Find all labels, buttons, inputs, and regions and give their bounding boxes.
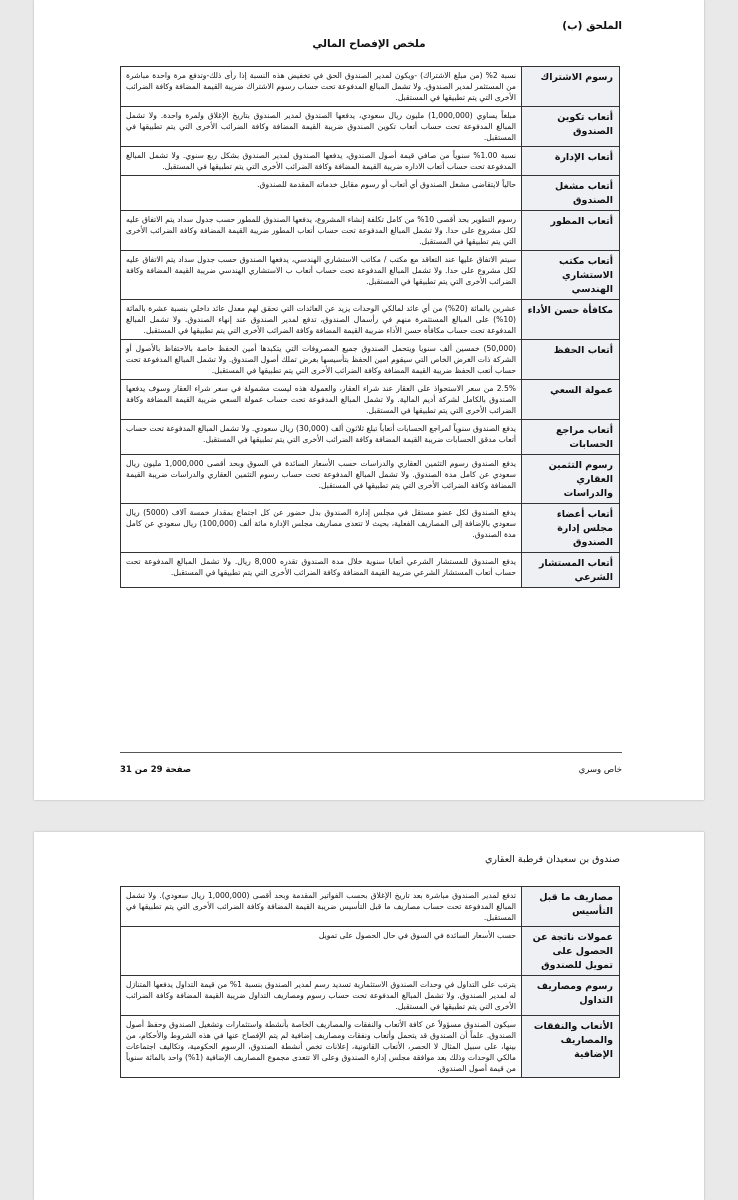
fee-label: أتعاب الإدارة xyxy=(522,147,620,176)
fee-label: أتعاب المطور xyxy=(522,211,620,251)
fee-row xyxy=(121,107,620,147)
fee-description: حسب الأسعار السائدة في السوق في حال الحصول على تمويل xyxy=(121,927,522,976)
fee-row xyxy=(121,380,620,420)
fee-description: حالياً لايتقاضى مشغل الصندوق أي أتعاب أو رسوم مقابل خدماته المقدمة للصندوق. xyxy=(121,176,522,211)
fee-label: أتعاب أعضاء مجلس إدارة الصندوق xyxy=(522,504,620,553)
fee-row xyxy=(121,67,620,107)
fee-label: الأتعاب والنفقات والمصاريف الإضافية xyxy=(522,1016,620,1078)
fee-row xyxy=(121,340,620,380)
fee-row xyxy=(121,420,620,455)
fee-row xyxy=(121,211,620,251)
appendix-title: الملحق (ب) xyxy=(562,20,622,32)
fee-row xyxy=(121,553,620,588)
fee-table-continued xyxy=(120,886,620,1078)
fee-label: عمولات ناتجة عن الحصول على تمويل للصندوق xyxy=(522,927,620,976)
fee-label: أتعاب مكتب الاستشاري الهندسي xyxy=(522,251,620,300)
fee-description: رسوم التطوير بحد أقصى 10% من كامل تكلفة إنشاء المشروع، يدفعها الصندوق للمطور حسب جدول سداد يتم الاتفاق عليه لكل مشروع على حدا. ولا تشمل المبالغ المدفوعة تحت حساب أتعاب المطور ضريبة القيمة المضافة وكافة الضرائب الأخرى التي يتم تطبيقها في المستقبل. xyxy=(121,211,522,251)
fee-description: عشرين بالمائة (20%) من أي عائد لمالكي الوحدات يزيد عن العائدات التي تحقق لهم معدل عائد داخلي بنسبة عشرة بالمائة (10%) على المبالغ المستثمرة منهم في رأسمال الصندوق، تدفع لمدير الصندوق عند إنهاء الصندوق. ولا تشمل المبالغ المدفوعة تحت حساب مكافأة حسن الأداء ضريبة القيمة المضافة وكافة الضرائب الأخرى التي يتم تطبيقها في المستقبل. xyxy=(121,300,522,340)
fee-description: 2.5% من سعر الاستحواذ على العقار عند شراء العقار، والعمولة هذه ليست مشمولة في سعر شراء العقار وسوف يدفعها الصندوق بالكامل لشركة أديم المالية. ولا تشمل المبالغ المدفوعة تحت حساب عمولة السعي ضريبة القيمة المضافة وكافة الضرائب الأخرى التي يتم تطبيقها في المستقبل. xyxy=(121,380,522,420)
fee-description: يدفع الصندوق للمستشار الشرعي أتعابا سنوية خلال مدة الصندوق تقدره 8,000 ريال. ولا تشمل المبالغ المدفوعة تحت حساب أتعاب المستشار الشرعي ضريبة القيمة المضافة وكافة الضرائب الأخرى التي يتم تطبيقها في المستقبل. xyxy=(121,553,522,588)
fee-label: مكافأة حسن الأداء xyxy=(522,300,620,340)
fee-label: رسوم التثمين العقاري والدراسات xyxy=(522,455,620,504)
fee-row xyxy=(121,300,620,340)
fee-description: نسبة 2% (من مبلغ الاشتراك) -ويكون لمدير الصندوق الحق في تخفيض هذه النسبة إذا رأى ذلك-وتدفع مرة واحدة مباشرة من المستثمر لمدير الصندوق. ولا تشمل المبالغ المدفوعة تحت حساب رسوم الاشتراك ضريبة القيمة المضافة وكافة الضرائب الأخرى التي يتم تطبيقها في المستقبل. xyxy=(121,67,522,107)
fee-label: رسوم الاشتراك xyxy=(522,67,620,107)
fee-label: أتعاب المستشار الشرعي xyxy=(522,553,620,588)
fee-label: عمولة السعي xyxy=(522,380,620,420)
document-page-1 xyxy=(34,0,704,800)
fee-table-body xyxy=(121,67,620,588)
fee-label: رسوم ومصاريف التداول xyxy=(522,976,620,1016)
fee-label: أتعاب مشغل الصندوق xyxy=(522,176,620,211)
footer-page-number: صفحة 29 من 31 xyxy=(120,765,192,775)
fee-row xyxy=(121,887,620,927)
fee-row xyxy=(121,1016,620,1078)
fee-row xyxy=(121,504,620,553)
fee-description: سيكون الصندوق مسؤولاً عن كافة الأتعاب والنفقات والمصاريف الخاصة بأنشطة واستثمارات وتشغيل الصندوق وحفظ أصول الصندوق. علماً أن الصندوق قد يتحمل وأتعاب ونفقات ومصاريف إضافية لم يتم الإفصاح عنها في هذه الشروط والأحكام، من بينها، على سبيل المثال لا الحصر، الأتعاب القانونية، إعلانات تخص أنشطة الصندوق، الرسوم الحكومية، وتكاليف اجتماعات مالكي الوحدات وذلك بعد موافقة مجلس إدارة الصندوق وعلى الا تتعدى مجموع المصاريف الإضافية (1%) واحد بالمائة سنوياً من قيمة أصول الصندوق. xyxy=(121,1016,522,1078)
fee-description: يدفع الصندوق رسوم التثمين العقاري والدراسات حسب الأسعار السائدة في السوق وبحد أقصى 1,000,000 مليون ريال سعودي عن كامل مدة الصندوق. ولا تشمل المبالغ المدفوعة تحت حساب رسوم التثمين العقاري والدراسات ضريبة القيمة المضافة وكافة الضرائب الأخرى التي يتم تطبيقها في المستقبل. xyxy=(121,455,522,504)
footer-classification: خاص وسري xyxy=(578,765,622,775)
fee-description: (50,000) خمسين ألف سنويا ويتحمل الصندوق جميع المصروفات التي يتكبدها أمين الحفظ خاصة بالاحتفاظ بالأصول أو الشركة ذات الغرض الخاص التي سيقوم امين الحفظ بتأسيسها بغرض تملك أصول الصندوق. ولا تشمل المبالغ المدفوعة تحت حساب أتعب الحفظ ضريبة القيمة المضافة وكافة الضرائب الأخرى التي يتم تطبيقها في المستقبل. xyxy=(121,340,522,380)
fund-name-header: صندوق بن سعيدان قرطبة العقاري xyxy=(485,854,620,865)
document-page-2 xyxy=(34,832,704,1200)
fee-row xyxy=(121,176,620,211)
fee-description: يدفع الصندوق لكل عضو مستقل في مجلس إدارة الصندوق بدل حضور عن كل اجتماع بمقدار خمسة آلاف (5000) ريال سعودي بالإضافة إلى المصاريف الفعلية، بحيث لا تتعدى مصاريف مجلس الإدارة مائة ألف (100,000) ريال سعودي عن كامل مدة الصندوق. xyxy=(121,504,522,553)
fee-description: يترتب على التداول في وحدات الصندوق الاستثمارية تسديد رسم لمدير الصندوق بنسبة 1% من قيمة التداول يدفعها المتنازل له لمدير الصندوق. ولا تشمل المبالغ المدفوعة تحت حساب رسوم ومصاريف التداول ضريبة القيمة المضافة وكافة الضرائب الأخرى التي يتم تطبيقها في المستقبل. xyxy=(121,976,522,1016)
fee-row xyxy=(121,455,620,504)
page-title: ملخص الإفصاح المالي xyxy=(312,38,426,50)
fee-description: نسبة 1.00% سنوياً من صافي قيمة أصول الصندوق، يدفعها الصندوق لمدير الصندوق بشكل ربع سنوي. ولا تشمل المبالغ المدفوعة تحت حساب أتعاب الاداره ضريبة القيمة المضافة وكافة الضرائب الأخرى التي يتم تطبيقها في المستقبل. xyxy=(121,147,522,176)
fee-description: مبلغاً يساوي (1,000,000) مليون ريال سعودي، يدفعها الصندوق لمدير الصندوق بتاريخ الإغلاق ولمرة واحدة. ولا تشمل المبالغ المدفوعة تحت حساب أتعاب تكوين الصندوق ضريبة القيمة المضافة وكافة الضرائب الأخرى التي يتم تطبيقها في المستقبل. xyxy=(121,107,522,147)
fee-description: يدفع الصندوق سنوياً لمراجع الحسابات أتعاباً تبلغ ثلاثون ألف (30,000) ريال سعودي. ولا تشمل المبالغ المدفوعة تحت حساب أتعاب مدقق الحسابات ضريبة القيمة المضافة وكافة الضرائب الأخرى التي يتم تطبيقها في المستقبل. xyxy=(121,420,522,455)
fee-table xyxy=(120,66,620,588)
fee-description: سيتم الاتفاق عليها عند التعاقد مع مكتب / مكاتب الاستشاري الهندسي، يدفعها الصندوق حسب جدول سداد يتم الاتفاق عليه لكل مشروع على حدا. ولا تشمل المبالغ المدفوعة تحت حساب أتعاب ب الاستشاري الهندسي ضريبة القيمة المضافة وكافة الضرائب الأخرى التي يتم تطبيقها في المستقبل. xyxy=(121,251,522,300)
fee-row xyxy=(121,251,620,300)
fee-label: أتعاب الحفظ xyxy=(522,340,620,380)
footer-divider xyxy=(120,752,622,753)
fee-table-body xyxy=(121,887,620,1078)
fee-label: أتعاب مراجع الحسابات xyxy=(522,420,620,455)
fee-row xyxy=(121,927,620,976)
fee-row xyxy=(121,147,620,176)
fee-label: أتعاب تكوين الصندوق xyxy=(522,107,620,147)
fee-row xyxy=(121,976,620,1016)
fee-description: تدفع لمدير الصندوق مباشرة بعد تاريخ الإغلاق بحسب الفواتير المقدمة وبحد أقصى (1,000,000 ريال سعودي). ولا تشمل المبالغ المدفوعة تحت حساب مصاريف ما قبل التأسيس ضريبة القيمة المضافة وكافة الضرائب الأخرى التي يتم تطبيقها في المستقبل. xyxy=(121,887,522,927)
fee-label: مصاريف ما قبل التأسيس xyxy=(522,887,620,927)
